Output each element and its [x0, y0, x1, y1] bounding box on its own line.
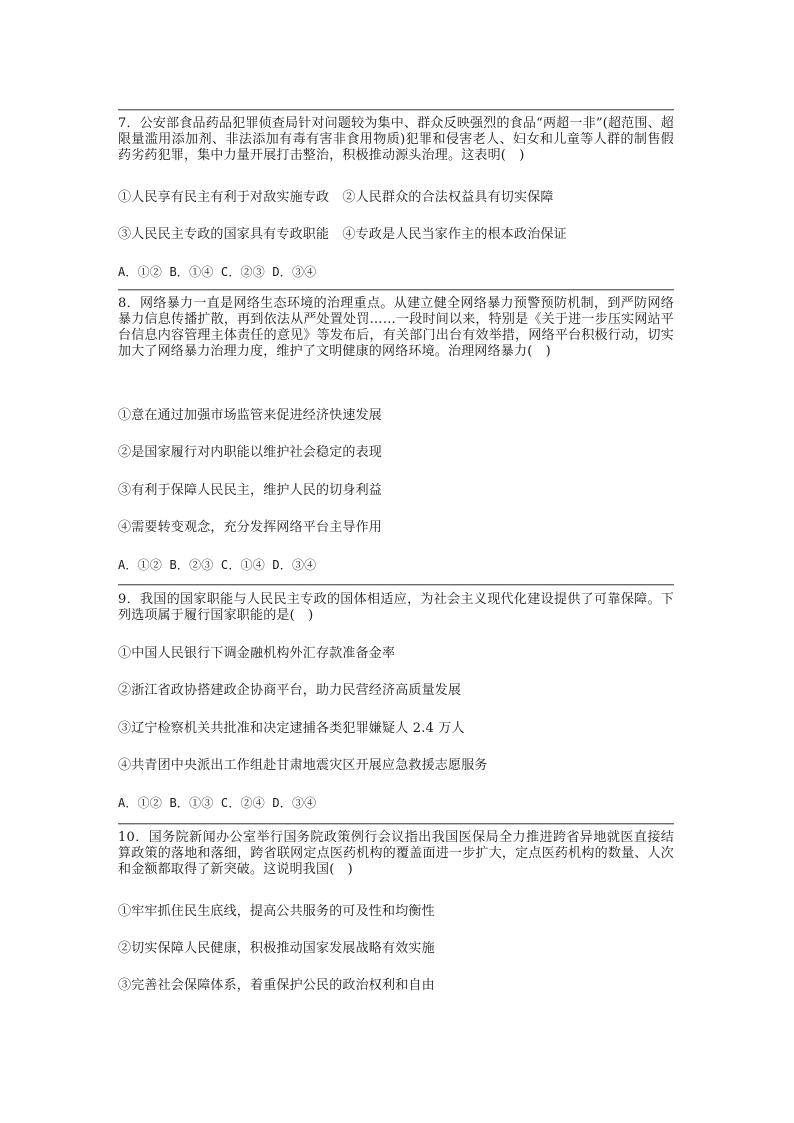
question-stem: 8．网络暴力一直是网络生态环境的治理重点。从建立健全网络暴力预警预防机制，到严防网络暴力信息传播扩散，再到依法从严处置处罚……一段时间以来，特别是《关于进一步压实网站平台信息内容管理主体责任的意见》等发布后，有关部门出台有效举措，网络平台积极行动，切实加大了网络暴力治理力度，维护了文明健康的网络环境。治理网络暴力( )	[118, 296, 674, 359]
question-divider	[118, 584, 674, 586]
answer-choices: A．①② B．①④ C．②③ D．③④	[118, 265, 317, 279]
option-line: ④共青团中央派出工作组赴甘肃地震灾区开展应急救援志愿服务	[118, 758, 488, 773]
question-stem: 10．国务院新闻办公室举行国务院政策例行会议指出我国医保局全力推进跨省异地就医直接结算政策的落地和落细，跨省联网定点医药机构的覆盖面进一步扩大，定点医药机构的数量、人次和金额都取得了新突破。这说明我国( )	[118, 830, 674, 877]
question-7	[118, 116, 674, 164]
answer-choices: A．①② B．②③ C．①④ D．③④	[118, 558, 317, 572]
option-line: ②是国家履行对内职能以维护社会稳定的表现	[118, 445, 383, 460]
option-line: ②切实保障人民健康，积极推动国家发展战略有效实施	[118, 941, 435, 956]
option-line: ③有利于保障人民民主，维护人民的切身利益	[118, 483, 383, 498]
question-divider	[118, 289, 674, 291]
question-divider	[118, 823, 674, 825]
option-line: ①牢牢抓住民生底线，提高公共服务的可及性和均衡性	[118, 904, 435, 919]
option-line: ①中国人民银行下调金融机构外汇存款准备金率	[118, 646, 396, 661]
option-line: ③人民民主专政的国家具有专政职能 ④专政是人民当家作主的根本政治保证	[118, 227, 567, 242]
option-line: ①意在通过加强市场监管来促进经济快速发展	[118, 408, 383, 423]
question-10	[118, 830, 674, 878]
question-stem: 7．公安部食品药品犯罪侦查局针对问题较为集中、群众反映强烈的食品“两超一非”(超范围、超限量滥用添加剂、非法添加有毒有害非食用物质)犯罪和侵害老人、妇女和儿童等人群的制售假药劣药犯罪，集中力量开展打击整治，积极推动源头治理。这表明( )	[118, 116, 674, 163]
option-line: ④需要转变观念，充分发挥网络平台主导作用	[118, 520, 383, 535]
option-line: ①人民享有民主有利于对敌实施专政 ②人民群众的合法权益具有切实保障	[118, 190, 554, 205]
answer-choices: A．①② B．①③ C．②④ D．③④	[118, 796, 317, 810]
question-stem: 9．我国的国家职能与人民民主专政的国体相适应，为社会主义现代化建设提供了可靠保障。下列选项属于履行国家职能的是( )	[118, 592, 674, 623]
question-divider	[118, 109, 674, 111]
option-line: ③辽宁检察机关共批准和决定逮捕各类犯罪嫌疑人 2.4 万人	[118, 721, 465, 736]
question-9	[118, 592, 674, 624]
option-line: ③完善社会保障体系，着重保护公民的政治权利和自由	[118, 978, 435, 993]
question-8	[118, 296, 674, 360]
option-line: ②浙江省政协搭建政企协商平台，助力民营经济高质量发展	[118, 683, 462, 698]
